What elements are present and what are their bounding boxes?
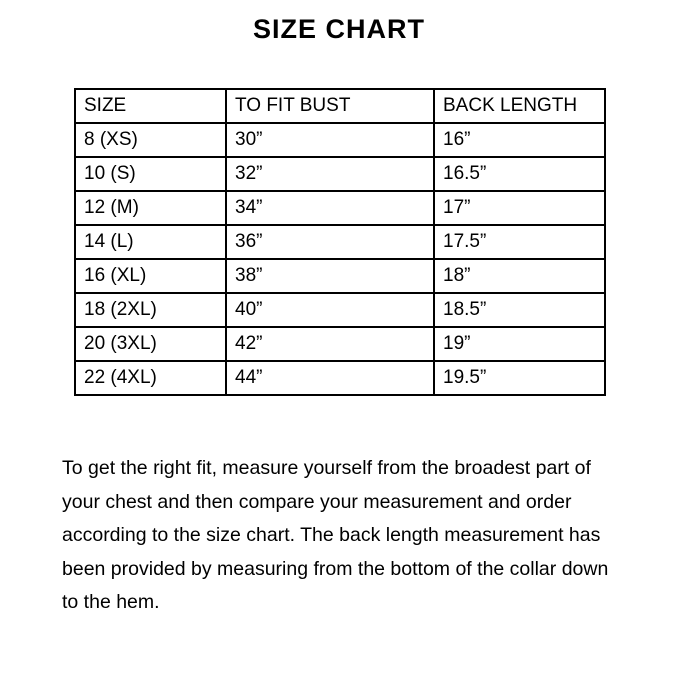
cell-back-length: 16”	[434, 123, 605, 157]
cell-size: 16 (XL)	[75, 259, 226, 293]
cell-bust: 40”	[226, 293, 434, 327]
cell-bust: 38”	[226, 259, 434, 293]
cell-back-length: 16.5”	[434, 157, 605, 191]
cell-bust: 32”	[226, 157, 434, 191]
cell-bust: 36”	[226, 225, 434, 259]
column-header-back-length: BACK LENGTH	[434, 89, 605, 123]
cell-back-length: 18”	[434, 259, 605, 293]
cell-back-length: 17.5”	[434, 225, 605, 259]
size-chart-page	[0, 14, 678, 692]
column-header-to-fit-bust: TO FIT BUST	[226, 89, 434, 123]
table-header-row	[75, 89, 605, 123]
table-row	[75, 327, 605, 361]
table-row	[75, 259, 605, 293]
table-row	[75, 123, 605, 157]
cell-bust: 44”	[226, 361, 434, 395]
cell-size: 12 (M)	[75, 191, 226, 225]
table-row	[75, 293, 605, 327]
cell-size: 14 (L)	[75, 225, 226, 259]
cell-bust: 42”	[226, 327, 434, 361]
cell-back-length: 18.5”	[434, 293, 605, 327]
fit-instructions-text: To get the right fit, measure yourself from the broadest part of your chest and then compare your measurement and order according to the size chart. The back length measurement has been provided by measuring from the bottom of the collar down to the hem.	[62, 457, 609, 614]
cell-size: 10 (S)	[75, 157, 226, 191]
cell-back-length: 19.5”	[434, 361, 605, 395]
table-row	[75, 225, 605, 259]
cell-bust: 30”	[226, 123, 434, 157]
cell-size: 18 (2XL)	[75, 293, 226, 327]
cell-back-length: 19”	[434, 327, 605, 361]
cell-size: 8 (XS)	[75, 123, 226, 157]
cell-size: 22 (4XL)	[75, 361, 226, 395]
table-row	[75, 361, 605, 395]
table-row	[75, 157, 605, 191]
cell-back-length: 17”	[434, 191, 605, 225]
page-title: SIZE CHART	[253, 14, 425, 44]
size-chart-table	[74, 88, 606, 396]
size-chart-table-container	[74, 88, 604, 396]
table-row	[75, 191, 605, 225]
column-header-size: SIZE	[75, 89, 226, 123]
cell-bust: 34”	[226, 191, 434, 225]
cell-size: 20 (3XL)	[75, 327, 226, 361]
